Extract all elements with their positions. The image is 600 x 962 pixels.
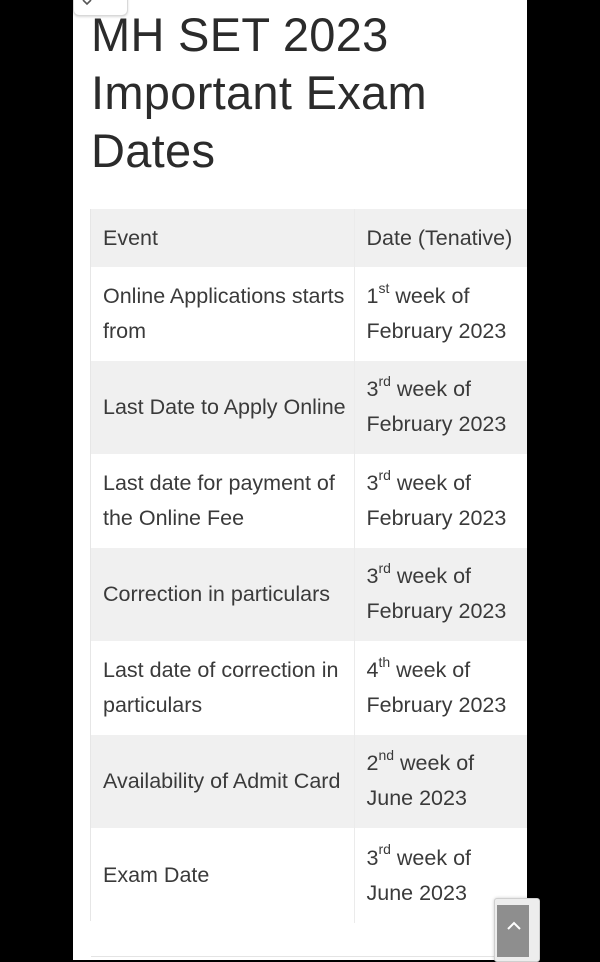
date-month: June 2023: [366, 786, 467, 811]
date-ordinal-number: 3: [366, 845, 379, 870]
event-cell: Online Applications starts from: [91, 267, 354, 361]
date-month: February 2023: [366, 599, 507, 624]
table-row: [91, 361, 527, 455]
date-month: February 2023: [366, 692, 507, 717]
event-cell: Last date for payment of the Online Fee: [91, 454, 354, 548]
date-ordinal-number: 3: [366, 470, 379, 495]
article-page: [73, 0, 527, 960]
date-ordinal-suffix: rd: [378, 560, 391, 577]
date-ordinal-suffix: rd: [378, 466, 391, 483]
date-text: week of: [395, 283, 470, 308]
date-ordinal-suffix: th: [378, 653, 391, 670]
header-date: Date (Tenative): [354, 209, 527, 267]
exam-dates-table: [91, 209, 527, 923]
date-month: February 2023: [366, 412, 507, 437]
date-ordinal-number: 1: [366, 283, 379, 308]
chevron-up-icon: [507, 921, 521, 931]
event-cell: Availability of Admit Card: [91, 735, 354, 829]
date-text: week of: [396, 564, 472, 589]
scroll-to-top-button[interactable]: [494, 898, 540, 962]
table-row: [91, 548, 527, 642]
date-text: week of: [396, 845, 472, 870]
table-row: [91, 267, 527, 361]
date-cell: [354, 548, 527, 642]
table-row: [91, 454, 527, 548]
date-text: week of: [396, 657, 471, 682]
date-month: June 2023: [366, 880, 467, 905]
date-ordinal-number: 2: [366, 751, 379, 776]
date-ordinal-number: 3: [366, 564, 379, 589]
date-cell: [354, 454, 527, 548]
table-header-row: [91, 209, 527, 267]
event-cell: Last date of correction in particulars: [91, 641, 354, 735]
date-ordinal-suffix: rd: [378, 373, 391, 390]
event-cell: Correction in particulars: [91, 548, 354, 642]
date-ordinal-number: 3: [366, 377, 379, 402]
date-ordinal-suffix: nd: [378, 747, 395, 764]
scroll-button-face: [497, 905, 529, 957]
date-ordinal-suffix: st: [378, 279, 390, 296]
date-cell: [354, 735, 527, 829]
table-row: [91, 641, 527, 735]
event-cell: Last Date to Apply Online: [91, 361, 354, 455]
page-title: MH SET 2023 Important Exam Dates: [91, 8, 427, 177]
table-row: [91, 735, 527, 829]
date-ordinal-suffix: rd: [378, 841, 391, 858]
date-cell: [354, 361, 527, 455]
event-cell: Exam Date: [91, 828, 354, 923]
date-cell: [354, 641, 527, 735]
date-month: February 2023: [366, 318, 507, 343]
date-month: February 2023: [366, 505, 507, 530]
date-ordinal-number: 4: [366, 657, 379, 682]
date-text: week of: [396, 377, 472, 402]
date-cell: [354, 267, 527, 361]
date-text: week of: [400, 751, 475, 776]
date-text: week of: [396, 470, 472, 495]
header-event: Event: [91, 209, 354, 267]
table-row: [91, 828, 527, 923]
divider: [91, 956, 527, 957]
